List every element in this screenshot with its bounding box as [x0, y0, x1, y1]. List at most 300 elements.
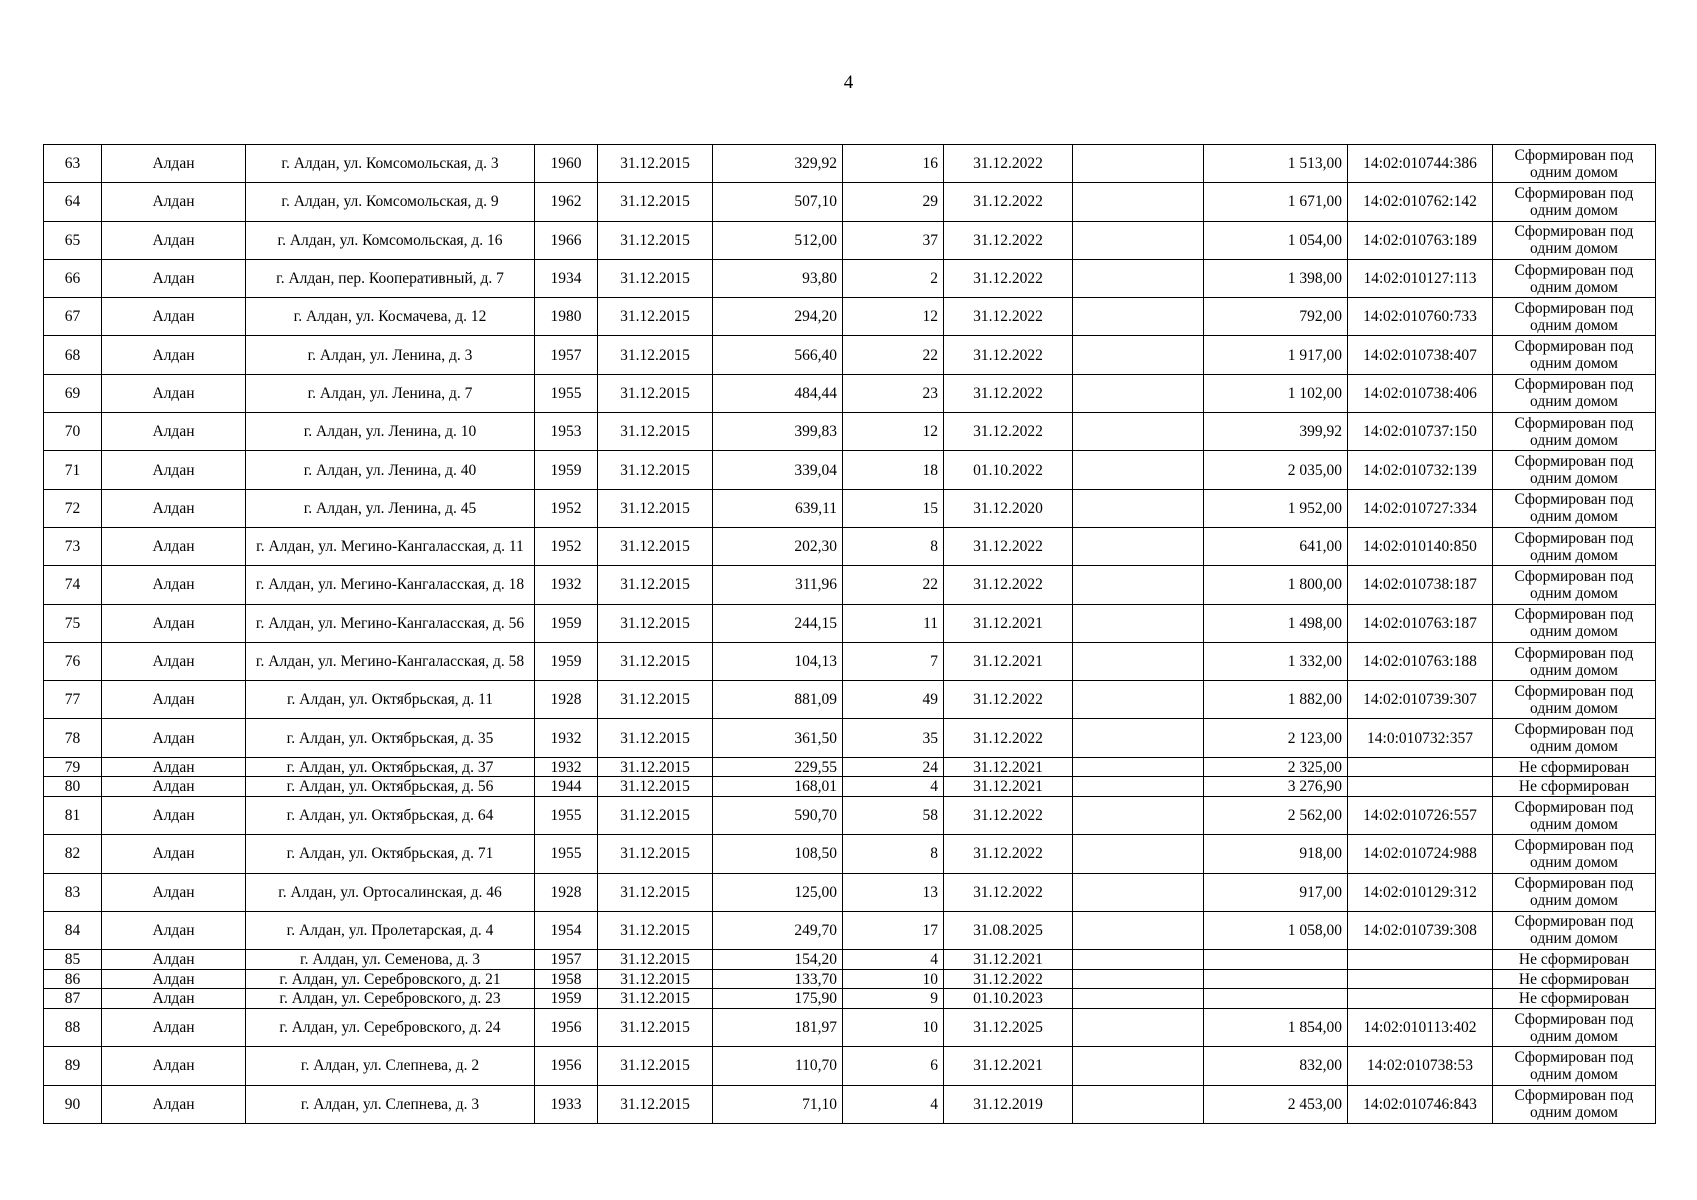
- cell-residents: 4: [843, 777, 944, 797]
- cell-land-area: 1 882,00: [1204, 681, 1348, 719]
- cell-empty: [1073, 1085, 1204, 1123]
- cell-address: г. Алдан, ул. Ленина, д. 3: [246, 336, 535, 374]
- cell-cadastral-number: 14:02:010113:402: [1348, 1008, 1493, 1046]
- cell-address: г. Алдан, ул. Комсомольская, д. 9: [246, 183, 535, 221]
- cell-residents: 24: [843, 757, 944, 777]
- cell-number: 87: [44, 989, 102, 1009]
- cell-empty: [1073, 451, 1204, 489]
- cell-address: г. Алдан, ул. Октябрьская, д. 56: [246, 777, 535, 797]
- cell-empty: [1073, 413, 1204, 451]
- cell-address: г. Алдан, ул. Ленина, д. 10: [246, 413, 535, 451]
- cell-land-area: 2 562,00: [1204, 796, 1348, 834]
- cell-residents: 4: [843, 950, 944, 970]
- cell-empty: [1073, 489, 1204, 527]
- cell-address: г. Алдан, ул. Мегино-Кангаласская, д. 18: [246, 566, 535, 604]
- cell-area: 168,01: [713, 777, 843, 797]
- cell-city: Алдан: [102, 1008, 246, 1046]
- cell-address: г. Алдан, ул. Ленина, д. 45: [246, 489, 535, 527]
- cell-land-status: Сформирован под одним домом: [1493, 374, 1656, 412]
- cell-land-status: Сформирован под одним домом: [1493, 566, 1656, 604]
- table-row: [44, 777, 1656, 797]
- cell-area: 175,90: [713, 989, 843, 1009]
- cell-residents: 8: [843, 835, 944, 873]
- cell-land-area: 1 054,00: [1204, 221, 1348, 259]
- cell-residents: 23: [843, 374, 944, 412]
- cell-land-area: 1 058,00: [1204, 911, 1348, 949]
- cell-date-planned: 31.12.2021: [944, 642, 1073, 680]
- cell-empty: [1073, 145, 1204, 183]
- cell-year: 1956: [535, 1047, 598, 1085]
- cell-cadastral-number: 14:02:010737:150: [1348, 413, 1493, 451]
- cell-year: 1959: [535, 989, 598, 1009]
- cell-date-registered: 31.12.2015: [598, 413, 713, 451]
- table-row: [44, 969, 1656, 989]
- cell-date-registered: 31.12.2015: [598, 873, 713, 911]
- cell-date-registered: 31.12.2015: [598, 911, 713, 949]
- cell-date-registered: 31.12.2015: [598, 566, 713, 604]
- cell-land-status: Сформирован под одним домом: [1493, 604, 1656, 642]
- cell-land-area: 641,00: [1204, 527, 1348, 565]
- cell-city: Алдан: [102, 835, 246, 873]
- cell-area: 399,83: [713, 413, 843, 451]
- cell-cadastral-number: 14:02:010140:850: [1348, 527, 1493, 565]
- cell-address: г. Алдан, пер. Кооперативный, д. 7: [246, 259, 535, 297]
- cell-area: 484,44: [713, 374, 843, 412]
- cell-year: 1959: [535, 604, 598, 642]
- cell-number: 89: [44, 1047, 102, 1085]
- table-row: [44, 374, 1656, 412]
- cell-empty: [1073, 873, 1204, 911]
- cell-date-planned: 31.12.2022: [944, 969, 1073, 989]
- table-row: [44, 835, 1656, 873]
- cell-land-area: 1 854,00: [1204, 1008, 1348, 1046]
- cell-cadastral-number: 14:02:010763:189: [1348, 221, 1493, 259]
- housing-registry-table: [43, 144, 1656, 1124]
- cell-land-status: Сформирован под одним домом: [1493, 183, 1656, 221]
- cell-area: 110,70: [713, 1047, 843, 1085]
- cell-date-planned: 31.12.2021: [944, 1047, 1073, 1085]
- cell-land-status: Сформирован под одним домом: [1493, 221, 1656, 259]
- cell-date-registered: 31.12.2015: [598, 796, 713, 834]
- cell-number: 86: [44, 969, 102, 989]
- cell-date-planned: 31.12.2022: [944, 145, 1073, 183]
- cell-cadastral-number: 14:02:010760:733: [1348, 298, 1493, 336]
- cell-land-status: Сформирован под одним домом: [1493, 1085, 1656, 1123]
- cell-number: 88: [44, 1008, 102, 1046]
- cell-area: 590,70: [713, 796, 843, 834]
- cell-year: 1952: [535, 489, 598, 527]
- table-row: [44, 873, 1656, 911]
- cell-year: 1957: [535, 950, 598, 970]
- cell-city: Алдан: [102, 145, 246, 183]
- cell-empty: [1073, 777, 1204, 797]
- table-row: [44, 719, 1656, 757]
- cell-date-planned: 01.10.2023: [944, 989, 1073, 1009]
- cell-city: Алдан: [102, 777, 246, 797]
- cell-date-planned: 31.12.2021: [944, 777, 1073, 797]
- cell-city: Алдан: [102, 950, 246, 970]
- cell-address: г. Алдан, ул. Семенова, д. 3: [246, 950, 535, 970]
- cell-cadastral-number: 14:02:010738:406: [1348, 374, 1493, 412]
- cell-land-area: 399,92: [1204, 413, 1348, 451]
- cell-residents: 37: [843, 221, 944, 259]
- cell-cadastral-number: [1348, 969, 1493, 989]
- cell-land-status: Сформирован под одним домом: [1493, 796, 1656, 834]
- cell-area: 181,97: [713, 1008, 843, 1046]
- cell-area: 229,55: [713, 757, 843, 777]
- cell-number: 81: [44, 796, 102, 834]
- cell-date-registered: 31.12.2015: [598, 451, 713, 489]
- cell-cadastral-number: 14:02:010726:557: [1348, 796, 1493, 834]
- cell-empty: [1073, 757, 1204, 777]
- cell-cadastral-number: 14:02:010762:142: [1348, 183, 1493, 221]
- cell-city: Алдан: [102, 183, 246, 221]
- cell-cadastral-number: 14:02:010732:139: [1348, 451, 1493, 489]
- cell-date-registered: 31.12.2015: [598, 777, 713, 797]
- cell-residents: 17: [843, 911, 944, 949]
- cell-area: 512,00: [713, 221, 843, 259]
- cell-area: 108,50: [713, 835, 843, 873]
- cell-number: 90: [44, 1085, 102, 1123]
- cell-empty: [1073, 336, 1204, 374]
- cell-number: 66: [44, 259, 102, 297]
- cell-cadastral-number: [1348, 777, 1493, 797]
- cell-empty: [1073, 681, 1204, 719]
- cell-year: 1933: [535, 1085, 598, 1123]
- cell-date-planned: 31.12.2022: [944, 681, 1073, 719]
- cell-residents: 22: [843, 336, 944, 374]
- cell-empty: [1073, 183, 1204, 221]
- cell-land-status: Сформирован под одним домом: [1493, 336, 1656, 374]
- cell-cadastral-number: 14:02:010744:386: [1348, 145, 1493, 183]
- cell-number: 79: [44, 757, 102, 777]
- cell-address: г. Алдан, ул. Ленина, д. 7: [246, 374, 535, 412]
- cell-land-area: 2 325,00: [1204, 757, 1348, 777]
- cell-number: 76: [44, 642, 102, 680]
- cell-land-area: [1204, 950, 1348, 970]
- cell-year: 1932: [535, 757, 598, 777]
- cell-year: 1934: [535, 259, 598, 297]
- table-row: [44, 259, 1656, 297]
- cell-area: 639,11: [713, 489, 843, 527]
- cell-land-status: Не сформирован: [1493, 969, 1656, 989]
- cell-date-planned: 31.12.2022: [944, 374, 1073, 412]
- cell-city: Алдан: [102, 911, 246, 949]
- cell-city: Алдан: [102, 969, 246, 989]
- cell-empty: [1073, 221, 1204, 259]
- cell-land-status: Сформирован под одним домом: [1493, 259, 1656, 297]
- cell-date-planned: 31.12.2022: [944, 259, 1073, 297]
- cell-empty: [1073, 604, 1204, 642]
- cell-date-planned: 31.12.2022: [944, 298, 1073, 336]
- cell-year: 1955: [535, 796, 598, 834]
- cell-year: 1956: [535, 1008, 598, 1046]
- cell-empty: [1073, 259, 1204, 297]
- cell-year: 1932: [535, 566, 598, 604]
- table-row: [44, 796, 1656, 834]
- cell-land-area: 2 453,00: [1204, 1085, 1348, 1123]
- cell-land-status: Сформирован под одним домом: [1493, 527, 1656, 565]
- cell-land-area: 792,00: [1204, 298, 1348, 336]
- cell-city: Алдан: [102, 527, 246, 565]
- cell-city: Алдан: [102, 489, 246, 527]
- cell-cadastral-number: 14:02:010129:312: [1348, 873, 1493, 911]
- cell-land-area: 3 276,90: [1204, 777, 1348, 797]
- cell-city: Алдан: [102, 1085, 246, 1123]
- table-row: [44, 681, 1656, 719]
- cell-date-planned: 31.12.2021: [944, 950, 1073, 970]
- cell-residents: 9: [843, 989, 944, 1009]
- cell-empty: [1073, 835, 1204, 873]
- cell-land-status: Сформирован под одним домом: [1493, 719, 1656, 757]
- cell-number: 74: [44, 566, 102, 604]
- cell-address: г. Алдан, ул. Мегино-Кангаласская, д. 11: [246, 527, 535, 565]
- cell-residents: 12: [843, 298, 944, 336]
- cell-land-area: 1 332,00: [1204, 642, 1348, 680]
- table-row: [44, 911, 1656, 949]
- cell-date-registered: 31.12.2015: [598, 969, 713, 989]
- cell-land-area: 1 513,00: [1204, 145, 1348, 183]
- cell-date-registered: 31.12.2015: [598, 950, 713, 970]
- table-row: [44, 413, 1656, 451]
- cell-date-planned: 31.12.2022: [944, 719, 1073, 757]
- cell-land-status: Не сформирован: [1493, 777, 1656, 797]
- cell-land-area: [1204, 969, 1348, 989]
- cell-city: Алдан: [102, 298, 246, 336]
- cell-number: 65: [44, 221, 102, 259]
- cell-address: г. Алдан, ул. Октябрьская, д. 37: [246, 757, 535, 777]
- cell-address: г. Алдан, ул. Октябрьская, д. 71: [246, 835, 535, 873]
- cell-number: 68: [44, 336, 102, 374]
- cell-land-status: Не сформирован: [1493, 950, 1656, 970]
- table-row: [44, 757, 1656, 777]
- cell-land-area: 1 917,00: [1204, 336, 1348, 374]
- cell-address: г. Алдан, ул. Октябрьская, д. 35: [246, 719, 535, 757]
- cell-year: 1955: [535, 835, 598, 873]
- cell-date-registered: 31.12.2015: [598, 989, 713, 1009]
- cell-land-area: 1 498,00: [1204, 604, 1348, 642]
- cell-residents: 13: [843, 873, 944, 911]
- cell-residents: 15: [843, 489, 944, 527]
- cell-date-planned: 31.12.2022: [944, 835, 1073, 873]
- cell-residents: 58: [843, 796, 944, 834]
- cell-land-area: 832,00: [1204, 1047, 1348, 1085]
- cell-city: Алдан: [102, 989, 246, 1009]
- cell-date-planned: 31.12.2022: [944, 336, 1073, 374]
- cell-land-status: Сформирован под одним домом: [1493, 298, 1656, 336]
- cell-land-status: Не сформирован: [1493, 989, 1656, 1009]
- cell-area: 311,96: [713, 566, 843, 604]
- cell-date-registered: 31.12.2015: [598, 527, 713, 565]
- table-row: [44, 221, 1656, 259]
- page-number: 4: [843, 72, 854, 93]
- cell-address: г. Алдан, ул. Комсомольская, д. 16: [246, 221, 535, 259]
- cell-date-planned: 31.12.2022: [944, 566, 1073, 604]
- cell-empty: [1073, 950, 1204, 970]
- cell-cadastral-number: 14:02:010738:187: [1348, 566, 1493, 604]
- cell-cadastral-number: [1348, 757, 1493, 777]
- cell-address: г. Алдан, ул. Мегино-Кангаласская, д. 56: [246, 604, 535, 642]
- cell-cadastral-number: 14:02:010738:53: [1348, 1047, 1493, 1085]
- cell-land-area: 1 102,00: [1204, 374, 1348, 412]
- cell-address: г. Алдан, ул. Комсомольская, д. 3: [246, 145, 535, 183]
- cell-area: 125,00: [713, 873, 843, 911]
- cell-address: г. Алдан, ул. Ленина, д. 40: [246, 451, 535, 489]
- cell-date-planned: 01.10.2022: [944, 451, 1073, 489]
- cell-address: г. Алдан, ул. Серебровского, д. 24: [246, 1008, 535, 1046]
- cell-empty: [1073, 1047, 1204, 1085]
- table-row: [44, 145, 1656, 183]
- cell-land-status: Сформирован под одним домом: [1493, 145, 1656, 183]
- cell-land-area: 1 952,00: [1204, 489, 1348, 527]
- cell-cadastral-number: 14:02:010127:113: [1348, 259, 1493, 297]
- cell-land-area: 1 671,00: [1204, 183, 1348, 221]
- cell-year: 1955: [535, 374, 598, 412]
- cell-residents: 29: [843, 183, 944, 221]
- table-row: [44, 183, 1656, 221]
- cell-cadastral-number: 14:02:010739:308: [1348, 911, 1493, 949]
- cell-date-planned: 31.12.2019: [944, 1085, 1073, 1123]
- cell-land-status: Сформирован под одним домом: [1493, 451, 1656, 489]
- cell-address: г. Алдан, ул. Ортосалинская, д. 46: [246, 873, 535, 911]
- cell-residents: 35: [843, 719, 944, 757]
- cell-year: 1954: [535, 911, 598, 949]
- cell-empty: [1073, 642, 1204, 680]
- cell-date-registered: 31.12.2015: [598, 221, 713, 259]
- cell-area: 202,30: [713, 527, 843, 565]
- cell-date-registered: 31.12.2015: [598, 1047, 713, 1085]
- cell-land-status: Не сформирован: [1493, 757, 1656, 777]
- cell-land-area: [1204, 989, 1348, 1009]
- cell-number: 82: [44, 835, 102, 873]
- cell-cadastral-number: 14:02:010763:187: [1348, 604, 1493, 642]
- cell-area: 93,80: [713, 259, 843, 297]
- cell-residents: 49: [843, 681, 944, 719]
- cell-date-registered: 31.12.2015: [598, 719, 713, 757]
- cell-city: Алдан: [102, 1047, 246, 1085]
- cell-number: 84: [44, 911, 102, 949]
- table-row: [44, 950, 1656, 970]
- cell-date-registered: 31.12.2015: [598, 681, 713, 719]
- cell-date-planned: 31.12.2020: [944, 489, 1073, 527]
- cell-date-registered: 31.12.2015: [598, 374, 713, 412]
- cell-cadastral-number: 14:02:010727:334: [1348, 489, 1493, 527]
- cell-residents: 7: [843, 642, 944, 680]
- cell-year: 1958: [535, 969, 598, 989]
- cell-address: г. Алдан, ул. Космачева, д. 12: [246, 298, 535, 336]
- cell-empty: [1073, 1008, 1204, 1046]
- cell-number: 71: [44, 451, 102, 489]
- cell-residents: 22: [843, 566, 944, 604]
- cell-address: г. Алдан, ул. Октябрьская, д. 11: [246, 681, 535, 719]
- cell-date-planned: 31.08.2025: [944, 911, 1073, 949]
- cell-year: 1966: [535, 221, 598, 259]
- cell-year: 1928: [535, 681, 598, 719]
- cell-number: 69: [44, 374, 102, 412]
- cell-city: Алдан: [102, 566, 246, 604]
- table-body: [44, 145, 1656, 1124]
- cell-empty: [1073, 719, 1204, 757]
- cell-residents: 10: [843, 1008, 944, 1046]
- cell-address: г. Алдан, ул. Мегино-Кангаласская, д. 58: [246, 642, 535, 680]
- cell-cadastral-number: 14:02:010763:188: [1348, 642, 1493, 680]
- cell-city: Алдан: [102, 413, 246, 451]
- table-row: [44, 604, 1656, 642]
- table-row: [44, 527, 1656, 565]
- table-row: [44, 566, 1656, 604]
- cell-land-area: 917,00: [1204, 873, 1348, 911]
- cell-empty: [1073, 566, 1204, 604]
- cell-date-registered: 31.12.2015: [598, 1085, 713, 1123]
- cell-area: 339,04: [713, 451, 843, 489]
- cell-date-planned: 31.12.2021: [944, 604, 1073, 642]
- cell-city: Алдан: [102, 336, 246, 374]
- cell-land-area: 1 800,00: [1204, 566, 1348, 604]
- cell-city: Алдан: [102, 374, 246, 412]
- cell-address: г. Алдан, ул. Пролетарская, д. 4: [246, 911, 535, 949]
- cell-city: Алдан: [102, 221, 246, 259]
- cell-year: 1944: [535, 777, 598, 797]
- cell-number: 64: [44, 183, 102, 221]
- cell-empty: [1073, 527, 1204, 565]
- cell-year: 1952: [535, 527, 598, 565]
- cell-address: г. Алдан, ул. Октябрьская, д. 64: [246, 796, 535, 834]
- cell-area: 249,70: [713, 911, 843, 949]
- cell-cadastral-number: 14:02:010738:407: [1348, 336, 1493, 374]
- cell-residents: 4: [843, 1085, 944, 1123]
- cell-number: 75: [44, 604, 102, 642]
- cell-residents: 16: [843, 145, 944, 183]
- cell-number: 80: [44, 777, 102, 797]
- cell-city: Алдан: [102, 259, 246, 297]
- cell-number: 83: [44, 873, 102, 911]
- cell-residents: 12: [843, 413, 944, 451]
- cell-residents: 8: [843, 527, 944, 565]
- cell-date-registered: 31.12.2015: [598, 642, 713, 680]
- cell-year: 1960: [535, 145, 598, 183]
- cell-land-status: Сформирован под одним домом: [1493, 835, 1656, 873]
- cell-land-status: Сформирован под одним домом: [1493, 642, 1656, 680]
- cell-area: 329,92: [713, 145, 843, 183]
- cell-empty: [1073, 374, 1204, 412]
- cell-date-planned: 31.12.2022: [944, 413, 1073, 451]
- cell-number: 67: [44, 298, 102, 336]
- cell-residents: 10: [843, 969, 944, 989]
- cell-land-area: 2 035,00: [1204, 451, 1348, 489]
- cell-area: 507,10: [713, 183, 843, 221]
- cell-land-status: Сформирован под одним домом: [1493, 1008, 1656, 1046]
- cell-city: Алдан: [102, 642, 246, 680]
- cell-year: 1957: [535, 336, 598, 374]
- cell-land-status: Сформирован под одним домом: [1493, 489, 1656, 527]
- cell-number: 72: [44, 489, 102, 527]
- cell-year: 1980: [535, 298, 598, 336]
- cell-area: 881,09: [713, 681, 843, 719]
- cell-date-registered: 31.12.2015: [598, 145, 713, 183]
- cell-date-registered: 31.12.2015: [598, 183, 713, 221]
- cell-land-area: 918,00: [1204, 835, 1348, 873]
- cell-area: 71,10: [713, 1085, 843, 1123]
- table-row: [44, 1085, 1656, 1123]
- cell-residents: 6: [843, 1047, 944, 1085]
- cell-area: 154,20: [713, 950, 843, 970]
- cell-number: 73: [44, 527, 102, 565]
- cell-land-status: Сформирован под одним домом: [1493, 911, 1656, 949]
- cell-date-registered: 31.12.2015: [598, 336, 713, 374]
- cell-land-status: Сформирован под одним домом: [1493, 681, 1656, 719]
- cell-area: 244,15: [713, 604, 843, 642]
- cell-date-planned: 31.12.2022: [944, 796, 1073, 834]
